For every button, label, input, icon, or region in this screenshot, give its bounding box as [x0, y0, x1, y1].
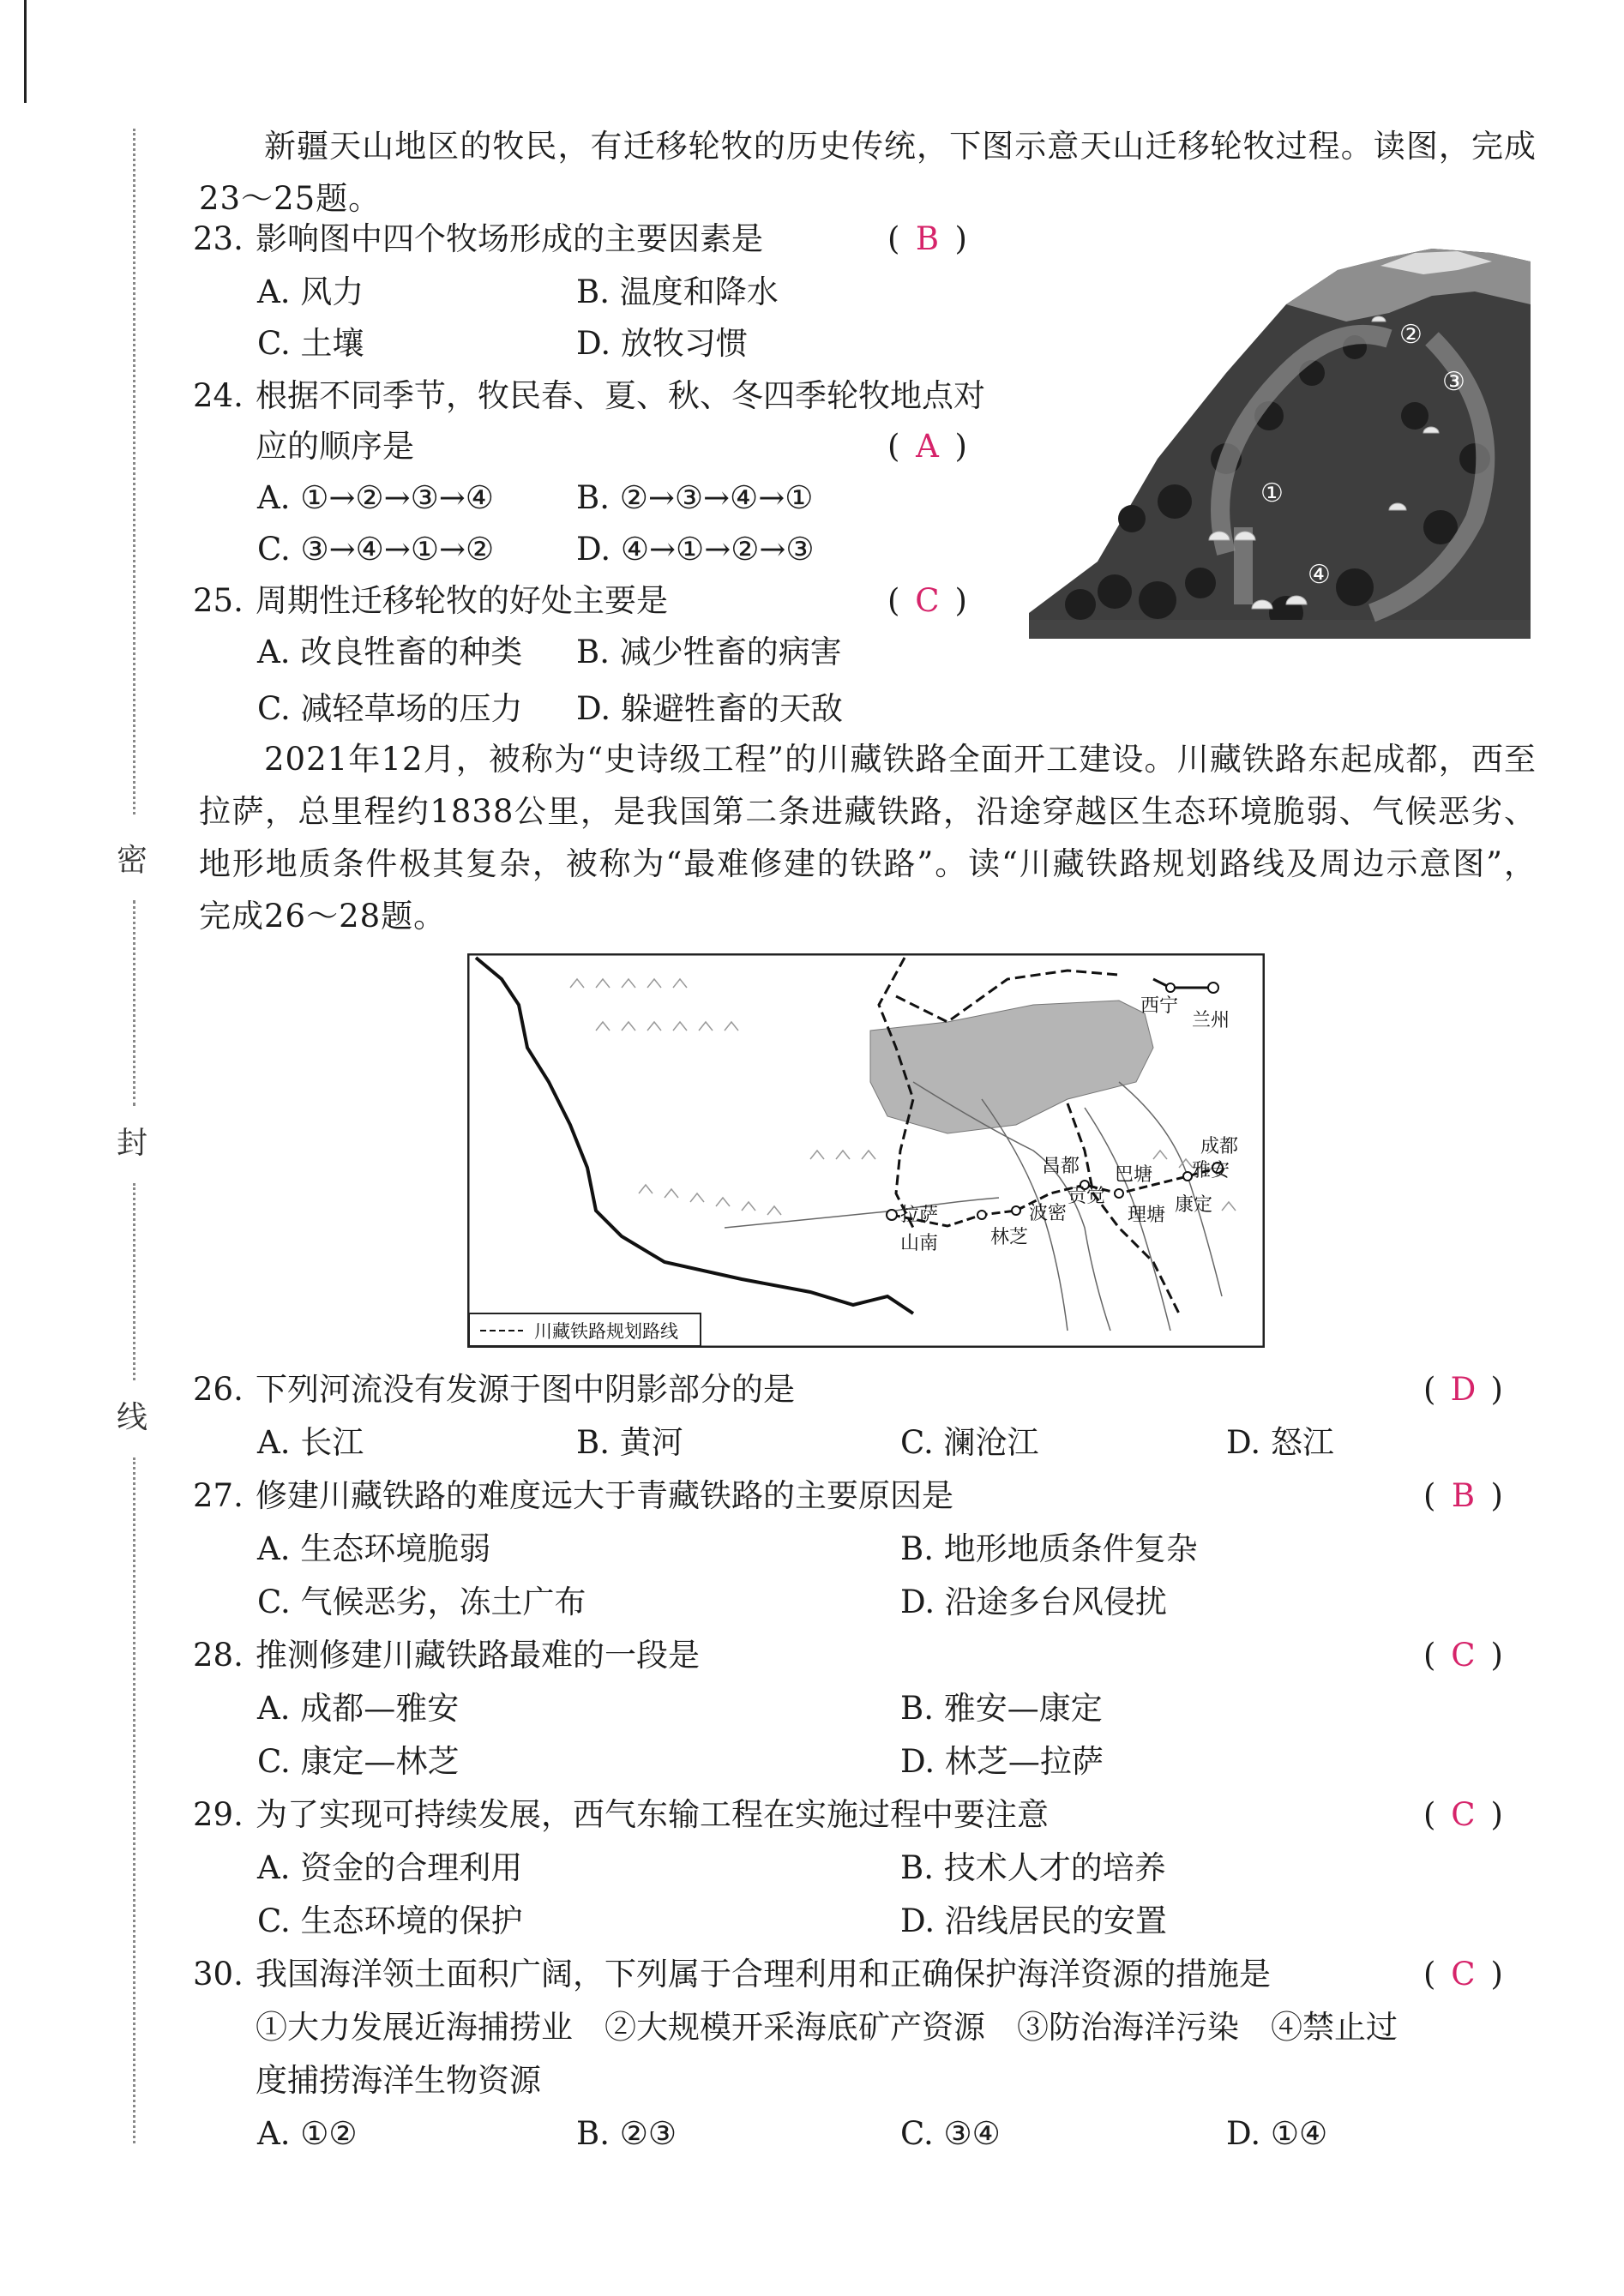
q30-items: ①大力发展近海捕捞业 ②大规模开采海底矿产资源 ③防治海洋污染 ④禁止过 [256, 2009, 1398, 2046]
city-nyingchi: 林芝 [990, 1227, 1029, 1248]
q25-number: 25. [193, 582, 244, 619]
q27-answer: ( B ) [1423, 1477, 1503, 1514]
q26-stem: 下列河流没有发源于图中阴影部分的是 [256, 1371, 795, 1408]
city-shannan: 山南 [900, 1233, 939, 1254]
q23-stem: 影响图中四个牧场形成的主要因素是 [256, 220, 763, 257]
city-chengdu: 成都 [1200, 1136, 1239, 1157]
city-bomi: 波密 [1029, 1203, 1068, 1224]
q27-option-d: D. 沿途多台风侵扰 [900, 1584, 1167, 1620]
q23-option-c: C. 土壤 [257, 325, 364, 362]
q27-number: 27. [193, 1477, 244, 1514]
q24-number: 24. [193, 377, 244, 414]
city-litang: 理塘 [1128, 1205, 1166, 1226]
margin-rule [24, 0, 27, 103]
pasture-label-2: ② [1399, 320, 1423, 350]
pasture-label-4: ④ [1308, 560, 1331, 590]
q29-answer: ( C ) [1423, 1796, 1503, 1833]
seal-char-mi: 密 [117, 843, 148, 878]
margin-dotted-line [133, 1183, 135, 1380]
q28-stem: 推测修建川藏铁路最难的一段是 [256, 1637, 700, 1674]
q26-option-a: A. 长江 [257, 1424, 364, 1461]
q24-option-b: B. ②→③→④→① [576, 479, 814, 516]
q28-answer: ( C ) [1423, 1637, 1503, 1674]
sichuan-tibet-railway-map [467, 953, 1265, 1348]
margin-dotted-line [133, 900, 135, 1106]
q26-number: 26. [193, 1371, 244, 1408]
q27-option-a: A. 生态环境脆弱 [257, 1530, 491, 1567]
q23-option-d: D. 放牧习惯 [576, 325, 748, 362]
city-batang: 巴塘 [1115, 1164, 1153, 1186]
q30-option-c: C. ③④ [900, 2115, 1001, 2152]
q24-option-a: A. ①→②→③→④ [257, 479, 494, 516]
margin-dotted-line [133, 1458, 135, 2143]
q30-stem: 我国海洋领土面积广阔，下列属于合理利用和正确保护海洋资源的措施是 [256, 1956, 1271, 1992]
city-xining: 西宁 [1140, 995, 1179, 1017]
q26-option-c: C. 澜沧江 [900, 1424, 1039, 1461]
q25-option-b: B. 减少牲畜的病害 [576, 634, 842, 670]
q25-option-a: A. 改良牲畜的种类 [257, 634, 523, 670]
q24-answer: ( A ) [887, 428, 967, 465]
q29-stem: 为了实现可持续发展，西气东输工程在实施过程中要注意 [256, 1796, 1049, 1833]
seal-char-feng: 封 [117, 1126, 148, 1161]
pasture-label-3: ③ [1442, 367, 1465, 397]
intro-paragraph-sichuan-tibet: 2021年12月，被称为“史诗级工程”的川藏铁路全面开工建设。川藏铁路东起成都，西至拉萨，总里程约1838公里，是我国第二条进藏铁路，沿途穿越区生态环境脆弱、气候恶劣、地形地质条件极其复杂，被称为“最难修建的铁路”。读“川藏铁路规划路线及周边示意图”，完成26～28题。 [199, 741, 1537, 935]
q29-option-b: B. 技术人才的培养 [900, 1849, 1166, 1886]
q28-option-d: D. 林芝—拉萨 [900, 1743, 1104, 1780]
q29-option-a: A. 资金的合理利用 [257, 1849, 523, 1886]
q27-option-b: B. 地形地质条件复杂 [900, 1530, 1198, 1567]
city-lanzhou: 兰州 [1192, 1010, 1230, 1031]
q23-answer: ( B ) [887, 220, 967, 257]
q30-answer: ( C ) [1423, 1956, 1503, 1992]
q24-stem-cont: 应的顺序是 [256, 428, 414, 465]
tianshan-mountain-figure [1029, 244, 1531, 639]
city-kangding: 康定 [1175, 1194, 1213, 1216]
city-changdu: 昌都 [1042, 1156, 1080, 1177]
q28-option-b: B. 雅安—康定 [900, 1690, 1103, 1727]
q26-option-d: D. 怒江 [1226, 1424, 1334, 1461]
q30-number: 30. [193, 1956, 244, 1992]
intro-paragraph-tianshan: 新疆天山地区的牧民，有迁移轮牧的历史传统，下图示意天山迁移轮牧过程。读图，完成23～25题。 [199, 128, 1537, 217]
q25-option-c: C. 减轻草场的压力 [257, 690, 523, 727]
q30-items-cont: 度捕捞海洋生物资源 [256, 2062, 541, 2099]
map-legend-label: 川藏铁路规划路线 [534, 1321, 678, 1342]
q23-option-a: A. 风力 [257, 273, 364, 310]
q28-option-a: A. 成都—雅安 [257, 1690, 460, 1727]
city-yaan: 雅安 [1192, 1160, 1230, 1181]
q30-option-d: D. ①④ [1226, 2115, 1328, 2152]
city-lhasa: 拉萨 [900, 1205, 939, 1226]
q23-number: 23. [193, 220, 244, 257]
q25-stem: 周期性迁移轮牧的好处主要是 [256, 582, 668, 619]
q28-option-c: C. 康定—林芝 [257, 1743, 460, 1780]
q27-option-c: C. 气候恶劣，冻土广布 [257, 1584, 586, 1620]
q30-option-a: A. ①② [257, 2115, 358, 2152]
seal-char-xian: 线 [117, 1400, 148, 1435]
margin-dotted-line [133, 129, 135, 814]
q26-answer: ( D ) [1423, 1371, 1503, 1408]
q29-number: 29. [193, 1796, 244, 1833]
q25-option-d: D. 躲避牲畜的天敌 [576, 690, 843, 727]
q29-option-c: C. 生态环境的保护 [257, 1902, 523, 1939]
q24-option-c: C. ③→④→①→② [257, 531, 495, 568]
q29-option-d: D. 沿线居民的安置 [900, 1902, 1167, 1939]
pasture-label-1: ① [1260, 478, 1284, 508]
q24-option-d: D. ④→①→②→③ [576, 531, 815, 568]
q28-number: 28. [193, 1637, 244, 1674]
q25-answer: ( C ) [887, 582, 967, 619]
q26-option-b: B. 黄河 [576, 1424, 683, 1461]
q27-stem: 修建川藏铁路的难度远大于青藏铁路的主要原因是 [256, 1477, 953, 1514]
q23-option-b: B. 温度和降水 [576, 273, 779, 310]
city-gongjue: 贡觉 [1068, 1186, 1106, 1207]
q30-option-b: B. ②③ [576, 2115, 677, 2152]
q24-stem: 根据不同季节，牧民春、夏、秋、冬四季轮牧地点对 [256, 377, 985, 414]
